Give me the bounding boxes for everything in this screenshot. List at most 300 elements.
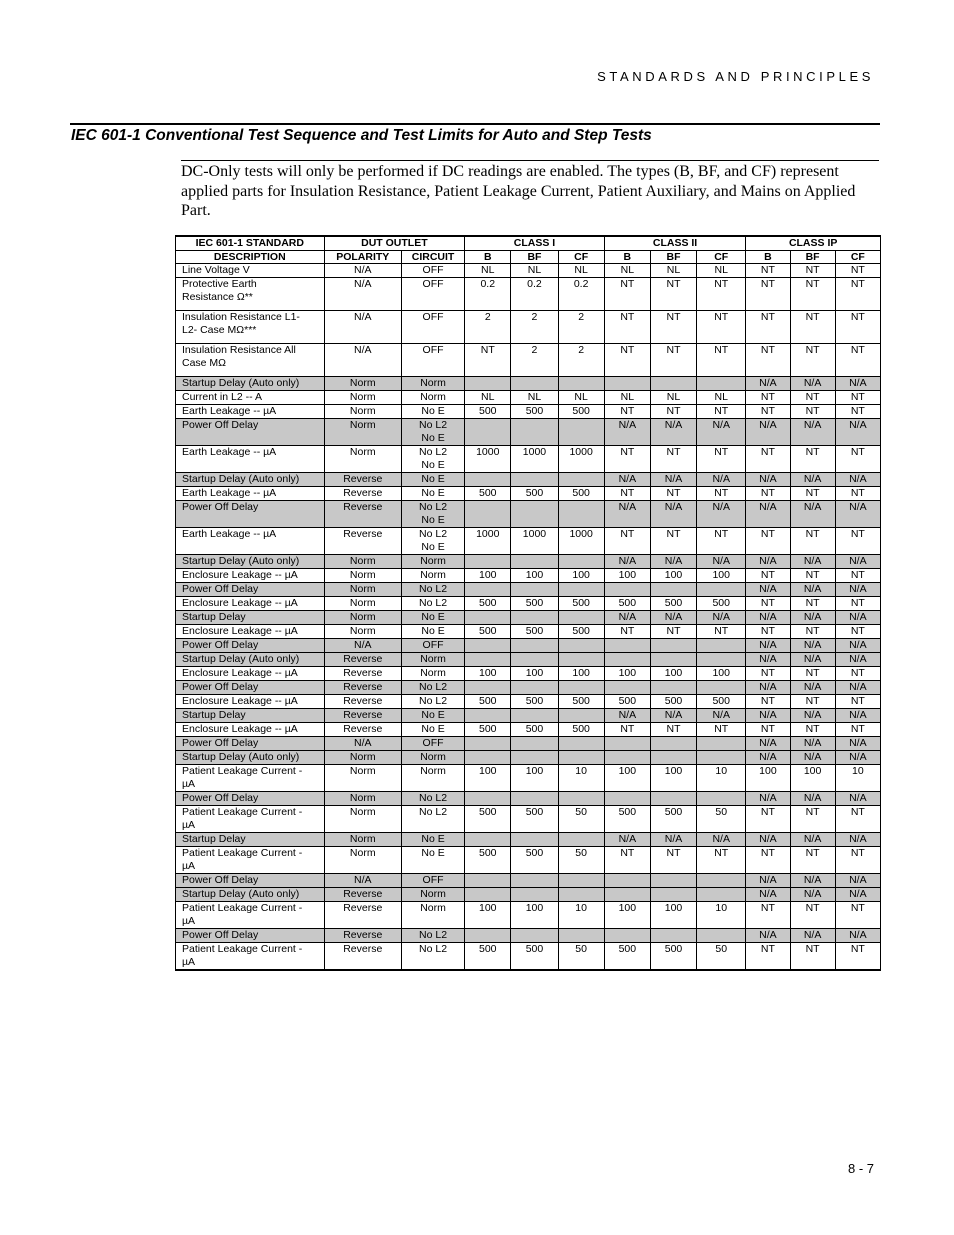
table-cell: N/A [835,639,880,653]
section-rule [70,123,880,125]
table-cell: 100 [511,569,558,583]
table-row-delay [176,419,881,446]
table-cell: NL [465,264,511,278]
page-number: 8 - 7 [847,1161,874,1176]
table-cell [604,874,650,888]
table-cell: 500 [511,695,558,709]
table-cell: N/A [790,583,835,597]
table-cell: 100 [511,902,558,929]
table-cell: 100 [465,667,511,681]
table-cell [511,555,558,569]
table-cell: N/A [790,929,835,943]
table-cell [558,501,604,528]
table-cell: N/A [835,737,880,751]
table-cell: NT [697,723,746,737]
table-cell [558,653,604,667]
table-cell [650,874,696,888]
table-cell: 500 [511,597,558,611]
table-cell: No L2 [401,806,464,833]
table-cell: N/A [835,874,880,888]
table-cell [465,377,511,391]
table-cell: N/A [790,611,835,625]
table-cell [650,737,696,751]
table-cell: NT [835,487,880,501]
table-row-delay [176,473,881,487]
table-cell: Norm [324,446,401,473]
table-row [176,278,881,311]
table-cell: 500 [465,597,511,611]
table-row-delay [176,583,881,597]
table-cell: N/A [790,473,835,487]
table-cell: No L2 No E [401,501,464,528]
table-cell: No E [401,405,464,419]
table-row [176,667,881,681]
table-cell: NT [650,446,696,473]
table-cell: Norm [324,391,401,405]
table-cell: NT [746,264,790,278]
table-cell: NT [790,902,835,929]
table-cell: NT [746,311,790,344]
row-description: Earth Leakage -- µA [176,487,325,501]
table-cell: No E [401,611,464,625]
table-cell: Norm [324,751,401,765]
table-cell: Reverse [324,681,401,695]
table-cell: Reverse [324,943,401,971]
table-cell: N/A [697,419,746,446]
table-cell [697,792,746,806]
table-cell: N/A [790,709,835,723]
table-row-delay [176,377,881,391]
row-description: Enclosure Leakage -- µA [176,569,325,583]
table-cell: Norm [401,653,464,667]
row-description: Startup Delay (Auto only) [176,888,325,902]
table-cell: NT [746,487,790,501]
row-description: Startup Delay (Auto only) [176,653,325,667]
column-header: BF [650,250,696,264]
table-cell: N/A [835,681,880,695]
table-cell: NT [790,528,835,555]
table-cell [697,681,746,695]
table-row-delay [176,751,881,765]
table-cell: 1000 [511,528,558,555]
table-cell: 2 [511,344,558,377]
row-description: Enclosure Leakage -- µA [176,723,325,737]
table-cell: NT [604,311,650,344]
table-cell: NT [746,943,790,971]
table-cell: NT [790,405,835,419]
table-cell: NT [835,446,880,473]
table-cell: Norm [401,751,464,765]
table-cell: NT [790,311,835,344]
table-cell: Norm [324,419,401,446]
row-description: Enclosure Leakage -- µA [176,597,325,611]
table-cell: 500 [465,625,511,639]
table-cell: 100 [697,667,746,681]
table-cell: NT [835,806,880,833]
table-cell: OFF [401,737,464,751]
table-cell: 0.2 [511,278,558,311]
table-cell: N/A [650,419,696,446]
table-cell [511,501,558,528]
table-cell: 1000 [465,528,511,555]
table-cell: N/A [835,583,880,597]
table-cell: N/A [790,639,835,653]
table-cell [511,929,558,943]
table-cell: NT [604,847,650,874]
table-cell: Reverse [324,667,401,681]
table-cell [697,639,746,653]
table-cell: NT [835,597,880,611]
table-cell [604,653,650,667]
test-limits-table [175,235,881,971]
table-row [176,264,881,278]
row-description: Patient Leakage Current - µA [176,765,325,792]
table-row [176,902,881,929]
table-cell: N/A [604,473,650,487]
table-cell [697,751,746,765]
row-description: Enclosure Leakage -- µA [176,695,325,709]
table-cell: 100 [465,569,511,583]
table-cell: Reverse [324,695,401,709]
table-cell: NT [790,344,835,377]
table-cell: 2 [558,311,604,344]
table-row-delay [176,555,881,569]
table-cell: No L2 No E [401,419,464,446]
table-cell: Norm [324,765,401,792]
table-cell: N/A [835,653,880,667]
table-cell: 500 [511,723,558,737]
table-cell: 50 [558,847,604,874]
table-cell: N/A [604,709,650,723]
table-cell: N/A [324,344,401,377]
table-cell [558,737,604,751]
table-cell: NT [604,446,650,473]
table-cell: 100 [558,569,604,583]
table-cell: 500 [465,847,511,874]
column-header: DESCRIPTION [176,250,325,264]
table-cell: N/A [650,611,696,625]
table-cell: NL [558,391,604,405]
table-cell: 500 [465,487,511,501]
table-cell: No L2 No E [401,528,464,555]
table-cell: N/A [746,874,790,888]
table-cell [604,888,650,902]
table-cell: NT [835,667,880,681]
column-header: CF [558,250,604,264]
table-cell: N/A [790,653,835,667]
table-cell [511,473,558,487]
table-cell: Reverse [324,902,401,929]
row-description: Startup Delay (Auto only) [176,751,325,765]
row-description: Power Off Delay [176,681,325,695]
table-cell: No L2 [401,583,464,597]
row-description: Power Off Delay [176,501,325,528]
table-row [176,528,881,555]
table-cell: N/A [604,419,650,446]
table-cell: NT [746,528,790,555]
table-row [176,569,881,583]
table-row-delay [176,888,881,902]
table-cell: Norm [324,792,401,806]
table-cell: N/A [790,874,835,888]
table-cell: NT [790,723,835,737]
table-cell: N/A [324,311,401,344]
table-cell: N/A [604,833,650,847]
table-cell: N/A [604,555,650,569]
table-cell: N/A [324,278,401,311]
table-cell: NT [746,625,790,639]
table-cell: 500 [558,723,604,737]
table-cell: NT [697,847,746,874]
row-description: Startup Delay [176,709,325,723]
table-cell [558,639,604,653]
table-cell [511,874,558,888]
table-cell: N/A [835,611,880,625]
table-cell: NT [746,278,790,311]
table-cell: 100 [558,667,604,681]
table-cell: N/A [835,792,880,806]
table-cell: NL [558,264,604,278]
intro-paragraph: DC-Only tests will only be performed if DC readings are enabled. The types (B, BF, and CF) represent applied parts for Insulation Resistance, Patient Leakage Current, Patient Auxiliary, and Mains on Applied Part. [181,163,856,219]
table-cell: N/A [746,419,790,446]
table-cell: NT [746,597,790,611]
table-cell: Reverse [324,888,401,902]
table-cell: NL [650,391,696,405]
table-cell: NT [835,902,880,929]
table-cell: NT [790,597,835,611]
table-cell: NT [697,405,746,419]
table-cell: 100 [604,667,650,681]
table-row [176,943,881,971]
table-cell: NT [697,446,746,473]
table-cell [604,929,650,943]
table-cell: NT [746,902,790,929]
table-cell: N/A [746,377,790,391]
table-cell: NT [835,695,880,709]
table-cell: NT [604,723,650,737]
table-cell [604,583,650,597]
table-cell: 1000 [558,528,604,555]
table-row [176,806,881,833]
table-cell [511,709,558,723]
table-cell: N/A [604,501,650,528]
table-cell: NT [790,806,835,833]
table-cell: No L2 [401,695,464,709]
table-cell: 0.2 [465,278,511,311]
table-cell: N/A [324,874,401,888]
row-description: Power Off Delay [176,583,325,597]
table-cell [465,473,511,487]
table-cell: NT [746,344,790,377]
table-cell: N/A [697,709,746,723]
table-row-delay [176,611,881,625]
row-description: Startup Delay [176,833,325,847]
table-cell: 500 [650,597,696,611]
table-cell: Norm [401,569,464,583]
table-row [176,344,881,377]
table-cell: OFF [401,264,464,278]
table-cell [465,751,511,765]
table-cell [465,681,511,695]
table-cell: NT [604,528,650,555]
table-cell [465,874,511,888]
table-cell: 500 [465,405,511,419]
table-cell: NT [790,264,835,278]
table-cell [650,751,696,765]
table-cell [465,653,511,667]
table-cell: Norm [324,569,401,583]
table-cell: Reverse [324,473,401,487]
table-cell: NT [746,667,790,681]
table-cell [511,377,558,391]
table-cell: N/A [746,501,790,528]
table-cell [511,751,558,765]
table-cell [650,583,696,597]
table-cell: Reverse [324,501,401,528]
table-row-delay [176,709,881,723]
table-cell: N/A [697,833,746,847]
table-cell: NT [465,344,511,377]
table-cell: No L2 [401,943,464,971]
table-cell: NT [790,943,835,971]
table-cell: 2 [558,344,604,377]
table-cell: NL [604,264,650,278]
table-row-delay [176,639,881,653]
table-row [176,487,881,501]
table-cell: N/A [835,709,880,723]
table-cell [558,929,604,943]
table-cell [558,792,604,806]
table-cell: 500 [604,943,650,971]
table-cell: N/A [746,929,790,943]
column-header: CF [835,250,880,264]
table-cell: N/A [790,751,835,765]
table-cell: NT [790,625,835,639]
table-cell: 500 [650,695,696,709]
table-cell [511,419,558,446]
table-cell [465,737,511,751]
table-cell [558,377,604,391]
table-cell: 500 [558,695,604,709]
table-cell: N/A [835,473,880,487]
table-cell: 500 [604,597,650,611]
group-header-class-ip: CLASS IP [746,236,881,250]
table-cell: NT [835,311,880,344]
table-cell: 10 [697,902,746,929]
table-cell: 50 [558,806,604,833]
table-cell: NT [835,278,880,311]
table-cell: NT [790,487,835,501]
table-cell: Norm [401,555,464,569]
table-cell: N/A [697,555,746,569]
table-cell: NL [650,264,696,278]
table-cell [558,874,604,888]
table-cell [697,874,746,888]
table-cell: NT [835,405,880,419]
table-cell: NL [604,391,650,405]
table-cell: NT [604,405,650,419]
table-cell: NT [835,847,880,874]
table-cell: N/A [746,833,790,847]
table-cell: NT [650,311,696,344]
table-cell [465,583,511,597]
running-header: STANDARDS AND PRINCIPLES [597,69,874,84]
table-cell: 500 [697,597,746,611]
section-title: IEC 601-1 Conventional Test Sequence and Test Limits for Auto and Step Tests [71,127,652,144]
table-cell [558,681,604,695]
table-cell [697,929,746,943]
table-cell: NT [835,625,880,639]
group-header-class-ii: CLASS II [604,236,746,250]
table-cell: Reverse [324,709,401,723]
table-cell: 10 [697,765,746,792]
table-cell: NT [697,311,746,344]
row-description: Power Off Delay [176,792,325,806]
table-cell: N/A [746,737,790,751]
table-cell: 500 [511,847,558,874]
table-cell: NL [697,264,746,278]
table-row-delay [176,792,881,806]
table-cell: NT [835,391,880,405]
table-cell: 100 [746,765,790,792]
table-cell: Norm [401,391,464,405]
table-cell: 500 [697,695,746,709]
table-cell: 50 [558,943,604,971]
column-header: B [465,250,511,264]
table-cell: 1000 [511,446,558,473]
row-description: Patient Leakage Current - µA [176,902,325,929]
table-cell: Norm [324,806,401,833]
row-description: Enclosure Leakage -- µA [176,625,325,639]
column-header: B [746,250,790,264]
table-cell: N/A [650,833,696,847]
table-cell: OFF [401,344,464,377]
table-cell [697,888,746,902]
table-cell: NT [650,723,696,737]
table-cell: NT [697,344,746,377]
table-cell: 50 [697,943,746,971]
table-row-delay [176,929,881,943]
row-description: Earth Leakage -- µA [176,405,325,419]
table-cell: NT [746,847,790,874]
table-cell: NT [835,344,880,377]
table-cell: 100 [650,667,696,681]
table-cell: NT [746,391,790,405]
table-cell: 500 [558,487,604,501]
table-cell: 500 [465,723,511,737]
table-cell: NT [835,264,880,278]
table-cell: N/A [746,653,790,667]
table-cell: NT [835,943,880,971]
table-cell: N/A [746,639,790,653]
column-header: CF [697,250,746,264]
table-cell: Norm [324,847,401,874]
row-description: Startup Delay (Auto only) [176,555,325,569]
table-cell: NT [697,487,746,501]
table-cell: NT [790,667,835,681]
table-cell: N/A [746,611,790,625]
table-cell [465,501,511,528]
table-cell [697,583,746,597]
column-header: BF [790,250,835,264]
table-row-delay [176,681,881,695]
table-cell [511,888,558,902]
table-cell: N/A [835,833,880,847]
table-row [176,625,881,639]
table-cell: 500 [650,943,696,971]
table-cell: N/A [835,929,880,943]
table-cell: 500 [465,695,511,709]
